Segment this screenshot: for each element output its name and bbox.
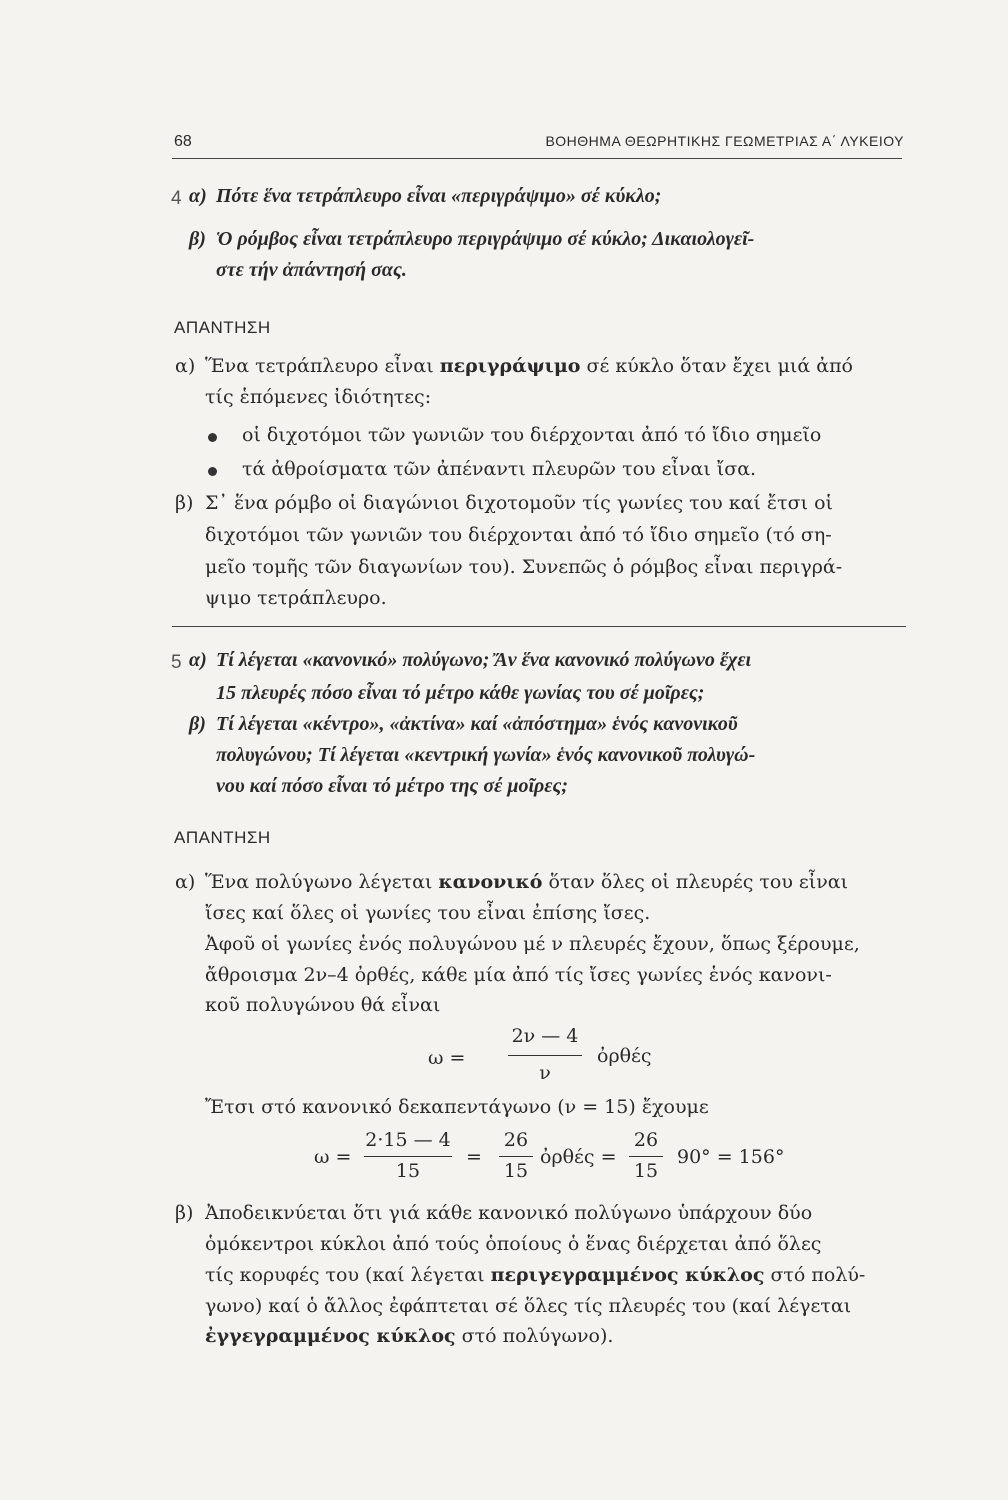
q5a-line-2: 15 πλευρές πόσο εἶναι τό μέτρο κάθε γωνίας του σέ μοῖρες; [216, 682, 705, 704]
section-separator [172, 626, 906, 627]
q4a-line: Πότε ἕνα τετράπλευρο εἶναι «περιγράψιμο» σέ κύκλο; [216, 185, 662, 207]
running-title: ΒΟΗΘΗΜΑ ΘΕΩΡΗΤΙΚΗΣ ΓΕΩΜΕΤΡΙΑΣ Α΄ ΛΥΚΕΙΟΥ [545, 133, 904, 149]
a5b-text-post-2: στό πολύγωνο). [461, 1325, 614, 1347]
a5a-text-pre: Ἕνα πολύγωνο λέγεται [205, 871, 433, 893]
a4b-line-3: μεῖο τομῆς τῶν διαγωνίων του). Συνεπῶς ὁ ρόμβος εἶναι περιγρά- [205, 556, 843, 578]
question-4-number: 4 [171, 188, 182, 209]
bullet-dot [208, 467, 217, 476]
a4a-term-bold: περιγράψιμο [439, 355, 581, 377]
a4a-bullet-1: οἱ διχοτόμοι τῶν γωνιῶν του διέρχονται ἀπό τό ἴδιο σημεῖο [242, 424, 822, 446]
q4b-line-2: στε τήν ἀπάντησή σας. [216, 259, 407, 281]
a5b-line-5 [205, 1327, 613, 1346]
q5b-label: β) [189, 713, 206, 735]
formula2-equals: = [466, 1146, 482, 1168]
a4a-bullet-2: τά ἀθροίσματα τῶν ἀπέναντι πλευρῶν του εἶναι ἴσα. [242, 458, 757, 480]
a5b-text-pre: τίς κορυφές του (καί λέγεται [205, 1264, 485, 1286]
formula2-mid: ὀρθές = [540, 1146, 617, 1168]
q4b-line-1: Ὁ ρόμβος εἶναι τετράπλευρο περιγράψιμο σέ κύκλο; Δικαιολογεῖ- [216, 228, 755, 250]
fraction-bar [629, 1156, 663, 1157]
q5b-line-1: Τί λέγεται «κέντρο», «ἀκτίνα» καί «ἀπόστημα» ἑνός κανονικοῦ [216, 713, 738, 735]
a4b-label: β) [175, 492, 194, 514]
a5b-term-bold-2: ἐγγεγραμμένος κύκλος [205, 1325, 456, 1347]
answer-heading-1: ΑΠΑΝΤΗΣΗ [174, 318, 271, 337]
a5a-term-bold: κανονικό [438, 871, 543, 893]
a5a-label: α) [175, 871, 196, 893]
a5b-line-3 [205, 1266, 865, 1285]
question-5-number: 5 [171, 652, 182, 673]
header-rule [172, 158, 902, 159]
formula2-frac1-num: 2·15 — 4 [365, 1129, 451, 1151]
a4a-line-1 [205, 357, 853, 376]
a5a-line-2: ἴσες καί ὅλες οἱ γωνίες του εἶναι ἐπίσης ἴσες. [205, 902, 651, 924]
a5a-line-4: ἄθροισμα 2ν–4 ὀρθές, κάθε μία ἀπό τίς ἴσες γωνίες ἑνός κανονι- [205, 964, 832, 986]
page-number: 68 [174, 133, 192, 150]
formula1-denominator: ν [539, 1062, 551, 1084]
a4b-line-4: ψιμο τετράπλευρο. [205, 587, 387, 609]
a4b-line-1: Σ᾽ ἕνα ρόμβο οἱ διαγώνιοι διχοτομοῦν τίς γωνίες του καί ἔτσι οἱ [205, 492, 833, 514]
formula2-frac3-num: 26 [633, 1129, 659, 1151]
a4a-label: α) [175, 355, 196, 377]
q5b-line-2: πολυγώνου; Τί λέγεται «κεντρική γωνία» ἑνός κανονικοῦ πολυγώ- [216, 744, 756, 766]
formula2-frac3-den: 15 [633, 1160, 659, 1182]
formula2-frac2-den: 15 [503, 1160, 529, 1182]
a5a-line-1 [205, 873, 848, 892]
a5a-line-5: κοῦ πολυγώνου θά εἶναι [205, 994, 441, 1016]
a4a-text-post: σέ κύκλο ὅταν ἔχει μιά ἀπό [586, 355, 853, 377]
a5b-line-4: γωνο) καί ὁ ἄλλος ἐφάπτεται σέ ὅλες τίς πλευρές του (καί λέγεται [205, 1295, 852, 1317]
a5a-text-post: ὅταν ὅλες οἱ πλευρές του εἶναι [548, 871, 849, 893]
q4a-label: α) [189, 185, 207, 207]
formula1-numerator: 2ν — 4 [511, 1025, 579, 1047]
fraction-bar [499, 1156, 533, 1157]
a4a-line-2: τίς ἑπόμενες ἰδιότητες: [205, 386, 432, 408]
bullet-dot [208, 433, 217, 442]
formula1-lhs: ω = [428, 1047, 466, 1069]
a5b-text-post: στό πολύ- [770, 1264, 866, 1286]
formula2-frac2-num: 26 [503, 1129, 529, 1151]
a5b-term-bold: περιγεγραμμένος κύκλος [490, 1264, 765, 1286]
a5a-line-3: Ἀφοῦ οἱ γωνίες ἑνός πολυγώνου μέ ν πλευρές ἔχουν, ὅπως ξέρουμε, [205, 933, 860, 955]
formula2-lhs: ω = [314, 1146, 352, 1168]
fraction-bar [508, 1055, 582, 1056]
a5b-label: β) [175, 1202, 194, 1224]
q4b-label: β) [189, 228, 206, 250]
q5a-label: α) [189, 649, 207, 671]
answer-heading-2: ΑΠΑΝΤΗΣΗ [174, 828, 271, 847]
formula2-tail: 90° = 156° [677, 1146, 785, 1168]
a4b-line-2: διχοτόμοι τῶν γωνιῶν του διέρχονται ἀπό τό ἴδιο σημεῖο (τό ση- [205, 524, 832, 546]
q5a-line-1: Τί λέγεται «κανονικό» πολύγωνο; Ἄν ἕνα κανονικό πολύγωνο ἔχει [216, 649, 752, 671]
formula2-frac1-den: 15 [395, 1160, 421, 1182]
formula1-rhs: ὀρθές [597, 1045, 652, 1067]
a5a-line-6: Ἔτσι στό κανονικό δεκαπεντάγωνο (ν = 15) ἔχουμε [205, 1096, 709, 1118]
fraction-bar [364, 1156, 452, 1157]
a5b-line-2: ὁμόκεντροι κύκλοι ἀπό τούς ὁποίους ὁ ἕνας διέρχεται ἀπό ὅλες [205, 1233, 822, 1255]
a4a-text-pre: Ἕνα τετράπλευρο εἶναι [205, 355, 434, 377]
a5b-line-1: Ἀποδεικνύεται ὅτι γιά κάθε κανονικό πολύγωνο ὑπάρχουν δύο [205, 1202, 813, 1224]
q5b-line-3: νου καί πόσο εἶναι τό μέτρο της σέ μοῖρες; [216, 775, 569, 797]
